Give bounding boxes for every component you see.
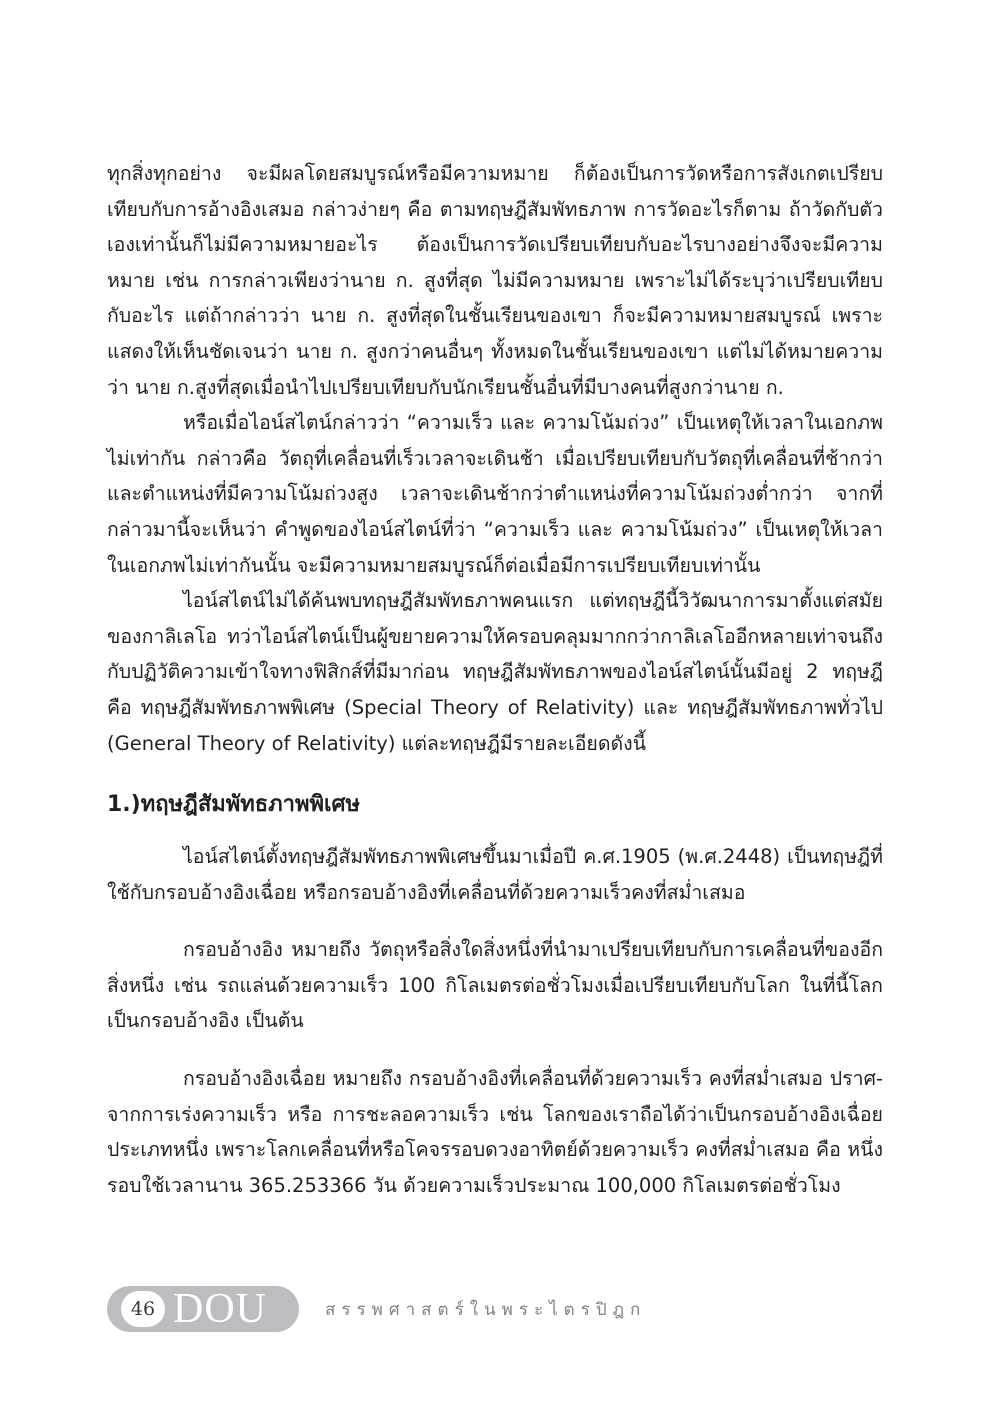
paragraph-einstein-theories: ไอน์สไตน์ไม่ได้ค้นพบทฤษฎีสัมพัทธภาพคนแรก แต่ทฤษฎีนี้วิวัฒนาการมาตั้งแต่สมัยของกาลิเลโอ ทว่าไอน์สไตน์เป็นผู้ขยายความให้ครอบคลุมมากกว่ากาลิเลโออีกหลายเท่าจนถึงกับปฏิวัติความเข้าใจทางฟิสิกส์ที่มีมาก่อน ทฤษฎีสัมพัทธภาพของไอน์สไตน์นั้นมีอยู่ 2 ทฤษฎีคือ ทฤษฎีสัมพัทธภาพพิเศษ (Special Theory of Relativity) และ ทฤษฎีสัมพัทธภาพทั่วไป (General Theory of Relativity) แต่ละทฤษฎีมีรายละเอียดดังนี้ — [107, 589, 883, 755]
page-body — [107, 156, 883, 1203]
paragraph-special-relativity-intro: ไอน์สไตน์ตั้งทฤษฎีสัมพัทธภาพพิเศษขึ้นมาเมื่อปี ค.ศ.1905 (พ.ศ.2448) เป็นทฤษฎีที่ใช้กับกรอบอ้างอิงเฉื่อย หรือกรอบอ้างอิงที่เคลื่อนที่ด้วยความเร็วคงที่สม่ำเสมอ — [107, 845, 883, 904]
paragraph-relative-measurement: ทุกสิ่งทุกอย่าง จะมีผลโดยสมบูรณ์หรือมีความหมาย ก็ต้องเป็นการวัดหรือการสังเกตเปรียบเทียบกับการอ้างอิงเสมอ กล่าวง่ายๆ คือ ตามทฤษฎีสัมพัทธภาพ การวัดอะไรก็ตาม ถ้าวัดกับตัวเองเท่านั้นก็ไม่มีความหมายอะไร ต้องเป็นการวัดเปรียบเทียบกับอะไรบางอย่างจึงจะมีความหมาย เช่น การกล่าวเพียงว่านาย ก. สูงที่สุด ไม่มีความหมาย เพราะไม่ได้ระบุว่าเปรียบเทียบกับอะไร แต่ถ้ากล่าวว่า นาย ก. สูงที่สุดในชั้นเรียนของเขา ก็จะมีความหมายสมบูรณ์ เพราะแสดงให้เห็นชัดเจนว่า นาย ก. สูงกว่าคนอื่นๆ ทั้งหมดในชั้นเรียนของเขา แต่ไม่ได้หมายความว่า นาย ก.สูงที่สุดเมื่อนำไปเปรียบเทียบกับนักเรียนชั้นอื่นที่มีบางคนที่สูงกว่านาย ก. — [107, 162, 883, 399]
paragraph-speed-gravity: หรือเมื่อไอน์สไตน์กล่าวว่า “ความเร็ว และ ความโน้มถ่วง” เป็นเหตุให้เวลาในเอกภพไม่เท่ากัน กล่าวคือ วัตถุที่เคลื่อนที่เร็วเวลาจะเดินช้า เมื่อเปรียบเทียบกับวัตถุที่เคลื่อนที่ช้ากว่า และตำแหน่งที่มีความโน้มถ่วงสูง เวลาจะเดินช้ากว่าตำแหน่งที่ความโน้มถ่วงต่ำกว่า จากที่กล่าวมานี้จะเห็นว่า คำพูดของไอน์สไตน์ที่ว่า “ความเร็ว และ ความโน้มถ่วง” เป็นเหตุให้เวลาในเอกภพไม่เท่ากันนั้น จะมีความหมายสมบูรณ์ก็ต่อเมื่อมีการเปรียบเทียบเท่านั้น — [107, 411, 883, 577]
paragraph-inertial-frame: กรอบอ้างอิงเฉื่อย หมายถึง กรอบอ้างอิงที่เคลื่อนที่ด้วยความเร็ว คงที่สม่ำเสมอ ปราศ-จากการเร่งความเร็ว หรือ การชะลอความเร็ว เช่น โลกของเราถือได้ว่าเป็นกรอบอ้างอิงเฉื่อยประเภทหนึ่ง เพราะโลกเคลื่อนที่หรือโคจรรอบดวงอาทิตย์ด้วยความเร็ว คงที่สม่ำเสมอ คือ หนึ่งรอบใช้เวลานาน 365.253366 วัน ด้วยความเร็วประมาณ 100,000 กิโลเมตรต่อชั่วโมง — [107, 1067, 883, 1197]
dou-logo: DOU — [173, 1286, 267, 1332]
book-title: สรรพศาสตร์ในพระไตรปิฎก — [325, 1299, 647, 1320]
page-number: 46 — [121, 1291, 165, 1327]
footer-logo-badge — [107, 1286, 299, 1332]
paragraph-frame-of-reference: กรอบอ้างอิง หมายถึง วัตถุหรือสิ่งใดสิ่งหนึ่งที่นำมาเปรียบเทียบกับการเคลื่อนที่ของอีกสิ่งหนึ่ง เช่น รถแล่นด้วยความเร็ว 100 กิโลเมตรต่อชั่วโมงเมื่อเปรียบเทียบกับโลก ในที่นี้โลกเป็นกรอบอ้างอิง เป็นต้น — [107, 938, 883, 1033]
section-heading-special-relativity: 1.)ทฤษฎีสัมพัทธภาพพิเศษ — [107, 792, 361, 818]
page-footer — [107, 1286, 646, 1332]
